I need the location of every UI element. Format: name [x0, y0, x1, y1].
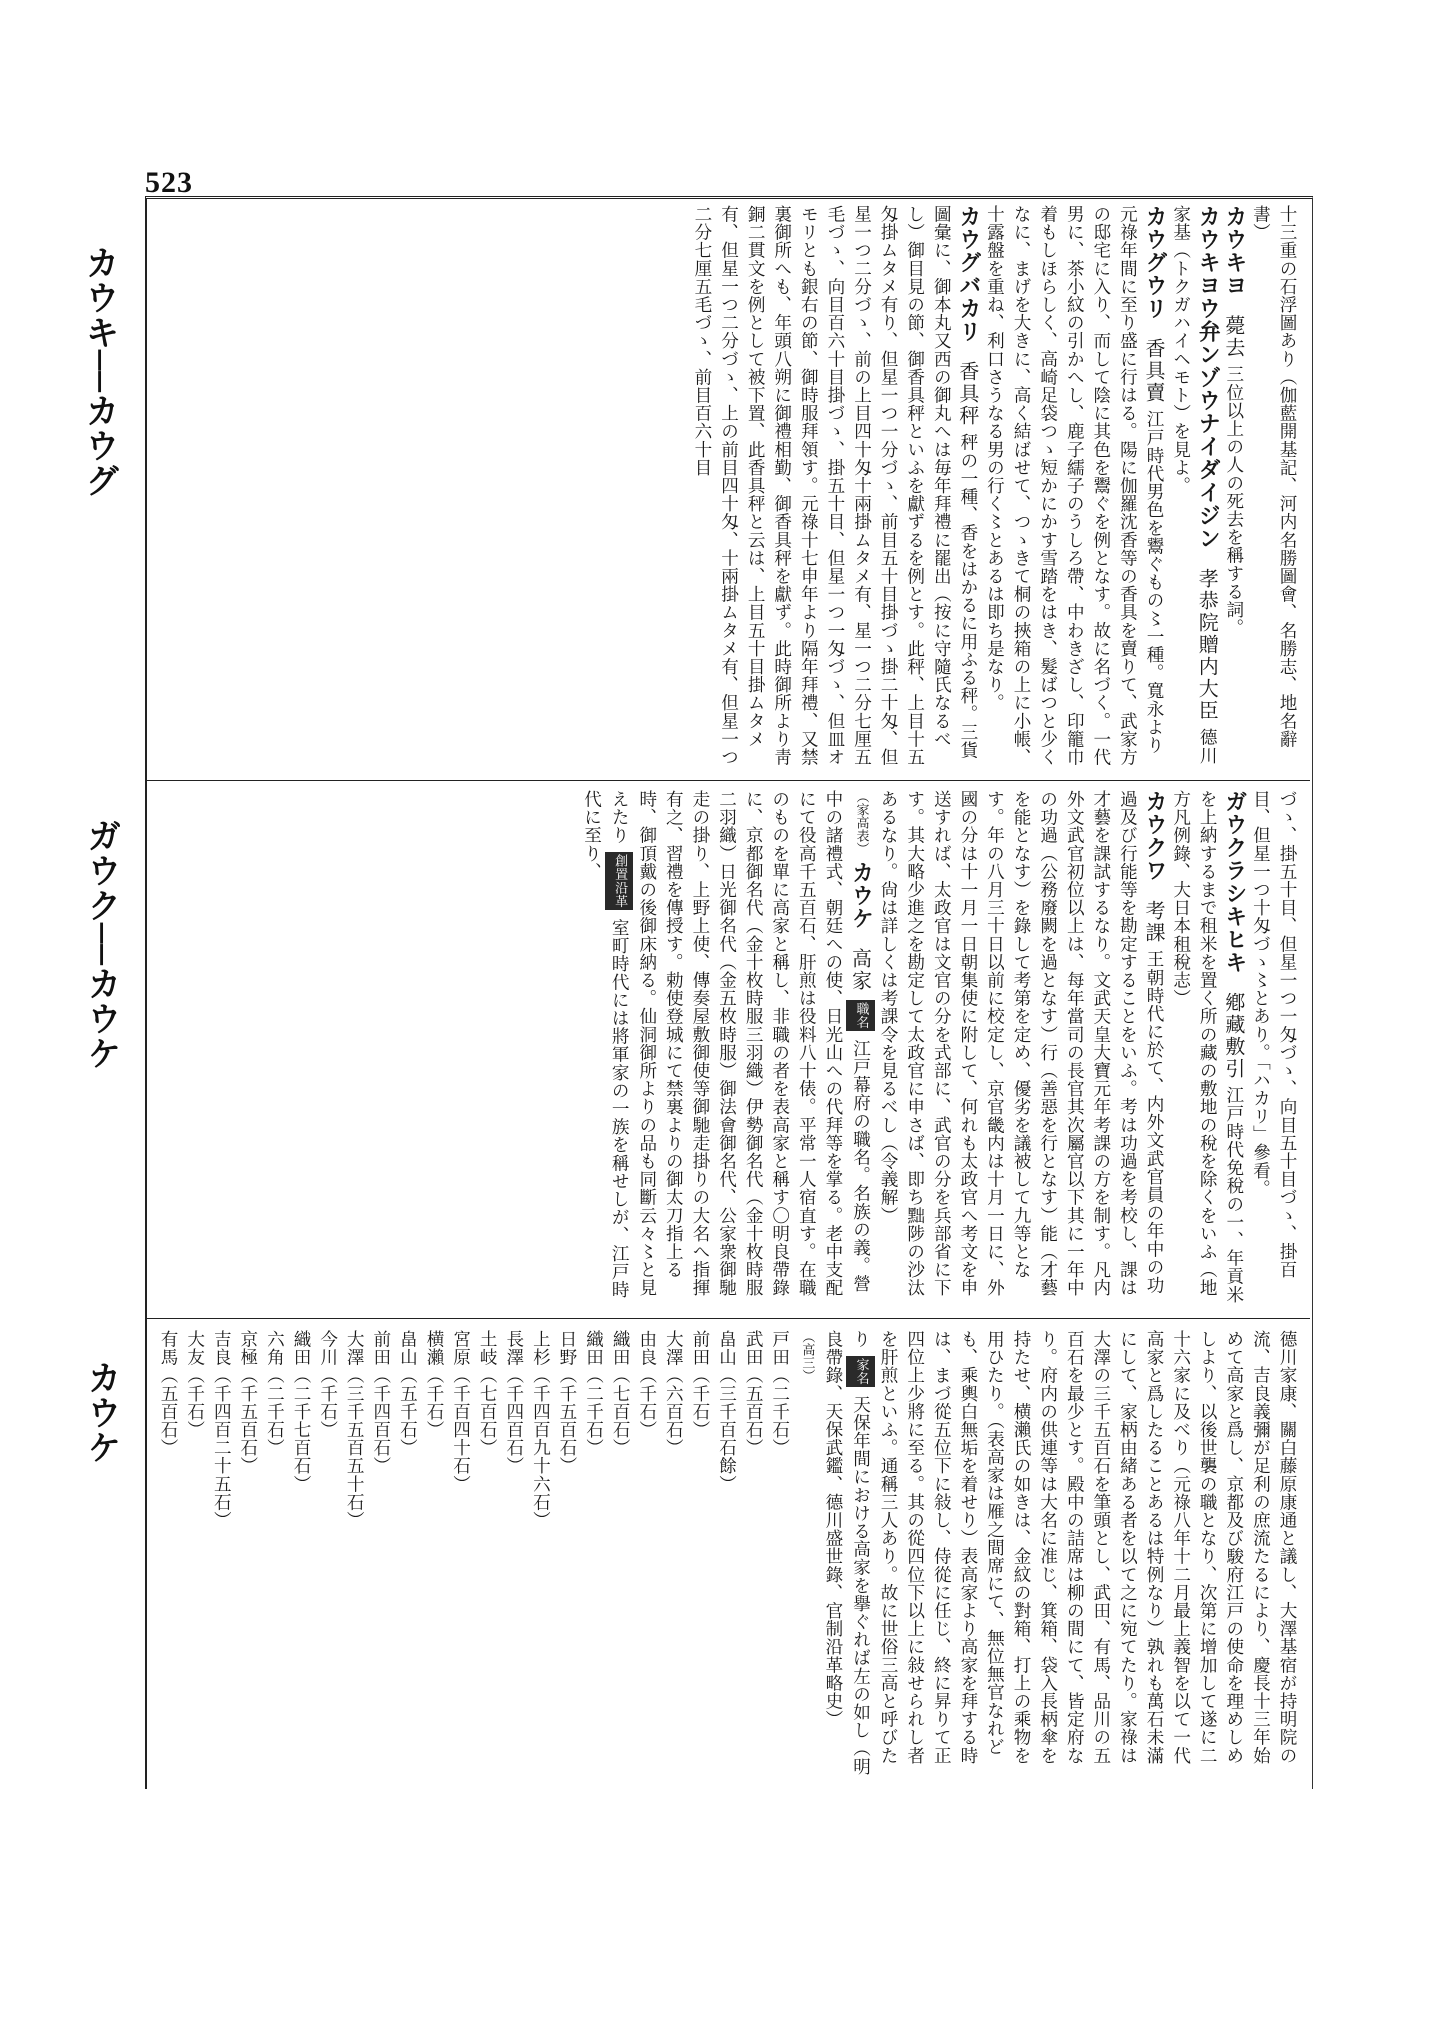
list-item: 畠山（五千石） [397, 1330, 418, 1457]
list-item: 畠山（三千百石餘） [716, 1330, 737, 1493]
entry-kanji: 考課 [1142, 900, 1167, 945]
list-item: 宮原（千百四十石） [450, 1330, 471, 1493]
entry-body: 三位以上の人の死去を稱する詞。 [1223, 365, 1244, 637]
entry-body: 秤の一種、香をはかるに用ふる秤。三貨圖彙に、御本丸又西の御丸へは毎年拜禮に罷出（按に守隨氏なるべし）御目見の節、御香具秤といふを獻ずるを例とす。此秤、上目十五匁掛ムタメ有り、但星一つ一分づゝ、前目五十目掛づゝ掛二十匁、但星一つ二分づゝ、前の上目四十匁十兩掛ムタメ有、星一つ二分七厘五毛づゝ、向目百六十目掛づゝ、掛五十目、但星一つ一匁づゝ、但皿オモリとも銀右の節、御時服拜領す。元祿十七申年より隔年拜禮、又禁裏御所へも、年頭八朔に御禮相勤、御香具秤を獻ず。此時御所より靑銅二貫文を例として被下置、此香具秤と云は、上目五十目掛ムタメ有、但星一つ二分づゝ、上の前目四十匁、十兩掛ムタメ有、但星一つ二分七厘五毛づゝ、前目百六十目 [691, 205, 978, 767]
entry-kanji: 薨去 [1221, 315, 1246, 360]
list-item: 長澤（千四百石） [503, 1330, 524, 1475]
text-band-top [158, 205, 1300, 770]
list-item: 大友（千石） [184, 1330, 205, 1439]
category-tag: 創置沿革 [605, 852, 634, 910]
list-item: 六角（二千石） [264, 1330, 285, 1457]
entry-headword: カウキヨ [1221, 205, 1247, 297]
entry-headword: カウキヨウ弁ンゾウナイダイジン [1195, 205, 1221, 550]
category-tag: 職名 [846, 1000, 875, 1031]
list-item: 吉良（千四百二十五石） [211, 1330, 232, 1530]
continuation-text: 德川家康、關白藤原康通と議し、大澤基宿が持明院の流、吉良義彌が足利の庶流たるにより、慶長十三年始めて高家と爲し、京都及び駿府江戸の使命を理めしめしより、以後世襲の職となり、次第に增加して遂に二十六家に及べり（元祿八年十二月最上義智を以て一代高家と爲したることあるは特例なり）孰れも萬石未滿にして、家柄由緒ある者を以て之に宛てたり。家祿は大澤の三千五百石を筆頭とし、武田、有馬、品川の五百石を最少とす。殿中の詰席は柳の間にて、皆定府なり。府内の供連等は大名に准じ、箕箱、袋入長柄傘を持たせ、横瀨氏の如きは、金紋の對箱、打上の乘物を用ひたり。（表高家は雁之間席にて、無位無官なれども、乘輿白無垢を着せり）表高家より高家を拜する時は、まづ從五位下に敍し、侍從に任じ、終に昇りて正四位上少將に至る。其の從四位下以上に敍せられし者を肝煎といふ。通稱三人あり。故に世俗三高と呼びたり [850, 1330, 1297, 1765]
running-head-bottom: カウケ [81, 1360, 121, 1465]
entry-headword: カウクワ [1142, 790, 1168, 882]
entry-body: 王朝時代に於て、内外文武官員の年中の功過及び行能等を勘定することをいふ。考は功過を考校し、課は才藝を課試するなり。文武天皇大寶元年考課の方を制す。凡内外文武官初位以上は、每年當司の長官其次屬官以下其に一年中の功過（公務廢闕を過となす）行（善惡を行となす）能（才藝を能となす）を錄して考第を定め、優劣を議被して九等となす。年の八月三十日以前に校定し、京官畿内は十月一日に、外國の分は十一月一日朝集使に附して、何れも太政官へ考文を申送すれば、太政官は文官の分を式部に、武官の分を兵部省に下す。其大略少進之を勘定して太政官に申さば、即ち黜陟の沙汰あるなり。尙は詳しくは考課令を見るべし（令義解） [878, 790, 1165, 1297]
entry-headword: カウケ [848, 861, 874, 931]
text-band-middle [158, 790, 1300, 1308]
list-item: 有馬（五百石） [158, 1330, 179, 1457]
entry-headword: ガウクラシキヒキ [1221, 790, 1247, 974]
text-band-bottom [158, 1330, 1300, 1780]
list-item: 日野（千五百石） [556, 1330, 577, 1475]
clan-list-row-2 [158, 1330, 474, 1780]
list-item: 織田（七百石） [610, 1330, 631, 1457]
entry-kanji: 孝恭院贈内大臣 [1195, 568, 1220, 723]
entry-kanji: 高家 [848, 948, 873, 993]
list-item: 織田（二千七百石） [291, 1330, 312, 1493]
entry-kanji: 香具賣 [1142, 338, 1167, 405]
list-item: 織田（二千石） [583, 1330, 604, 1457]
list-item: 戸田（二千石） [769, 1330, 790, 1457]
category-tag: 家名 [846, 1356, 875, 1387]
list-item: 土岐（七百石） [477, 1330, 498, 1457]
list-item: 上杉（千四百九十六石） [530, 1330, 551, 1530]
entry-body: 室町時代には將軍家の一族を稱せしが、江戸時代に至り、 [581, 790, 630, 1299]
list-item: 今川（千石） [317, 1330, 338, 1439]
entry-body: 德川家基（トクガハイヘモト）を見よ。 [1170, 205, 1218, 765]
list-item: 大澤（三千五百五十石） [344, 1330, 365, 1530]
list-item: 京極（千五百石） [237, 1330, 258, 1475]
entry-headword: カウグバカリ [955, 205, 981, 343]
page-number: 523 [145, 166, 193, 199]
clan-list-row-1 [474, 1330, 793, 1780]
entry-body: 江戸時代免稅の一、年貢米を上納するまで租米を置く所の藏の敷地の稅を除くをいふ（地方凡例錄、大日本租稅志） [1170, 790, 1244, 1304]
running-head-top: カウキ──カウグ [79, 245, 119, 498]
continuation-text: 十三重の石浮圖あり（伽藍開基記、河内名勝圖會、名勝志、地名辭書） [1250, 205, 1297, 748]
running-head-middle: ガウク──カウケ [81, 818, 121, 1071]
column-note: （高三） [799, 1330, 815, 1382]
list-item: 大澤（六百石） [663, 1330, 684, 1457]
list-item: 前田（千石） [689, 1330, 710, 1439]
band-divider-2 [145, 1318, 1310, 1319]
list-item: 横瀨（千石） [424, 1330, 444, 1439]
entry-kanji: 香具秤 [955, 361, 980, 428]
entry-headword: カウグウリ [1142, 205, 1168, 320]
list-item: 前田（千四百石） [370, 1330, 391, 1475]
list-item: 武田（五百石） [743, 1330, 764, 1457]
entry-body: 江戸時代男色を鬻ぐもの〻一種。寬永より元祿年間に至り盛に行はる。陽に伽羅沈香等の香具を賣りて、武家方の邸宅に入り、而して陰に其色を鬻ぐを例となす。故に名づく。一代男に、茶小紋の引かへし、鹿子繻子のうしろ帶、中わきざし、印籠巾着もしほらしく、高崎足袋つゝ短かにかす雪踏をはき、髮ばつと少くなに、まげを大きに、高く結ばせて、つゝきて桐の挾箱の上に小帳、十露盤を重ね、利口さうなる男の行く〻とあるは即ち是なり。 [984, 205, 1165, 767]
column-note: （家高表） [853, 790, 869, 855]
list-item: 由良（千石） [636, 1330, 657, 1439]
continuation-text: 天保年間における高家を擧ぐれば左の如し（明良帶錄、天保武鑑、德川盛世錄、官制沿革略史） [822, 1330, 871, 1776]
continuation-text: づゝ、掛五十目、但星一つ一匁づゝ、向目五十目づゝ、掛百目、但星一つ十匁づゝ〻とあり。「ハカリ」參看。 [1250, 790, 1297, 1279]
band-divider-1 [145, 780, 1310, 781]
entry-body: 江戸幕府の職名。名族の義。營中の諸禮式、朝廷への使、日光山への代拜等を掌る。老中支配にて役高千五百石、肝煎は役料八十俵。平常一人宿直す。在職のものを單に高家と稱し、非職の者を表高家と稱す〇明良帶錄に、京都御名代（金十枚時服三羽織）伊勢御名代（金十枚時服二羽織）日光御名代（金五枚時服）御法會御名代、公家衆御馳走の掛り、上野上使、傳奏屋敷御使等御馳走掛りの大名へ指揮有之、習禮を傳授す。勅使登城にて禁裏よりの御太刀指上る時、御頂戴の後御床納る。仙洞御所よりの品も同斷云々〻と見えたり [609, 790, 871, 1297]
entry-kanji: 鄕藏敷引 [1221, 992, 1246, 1081]
